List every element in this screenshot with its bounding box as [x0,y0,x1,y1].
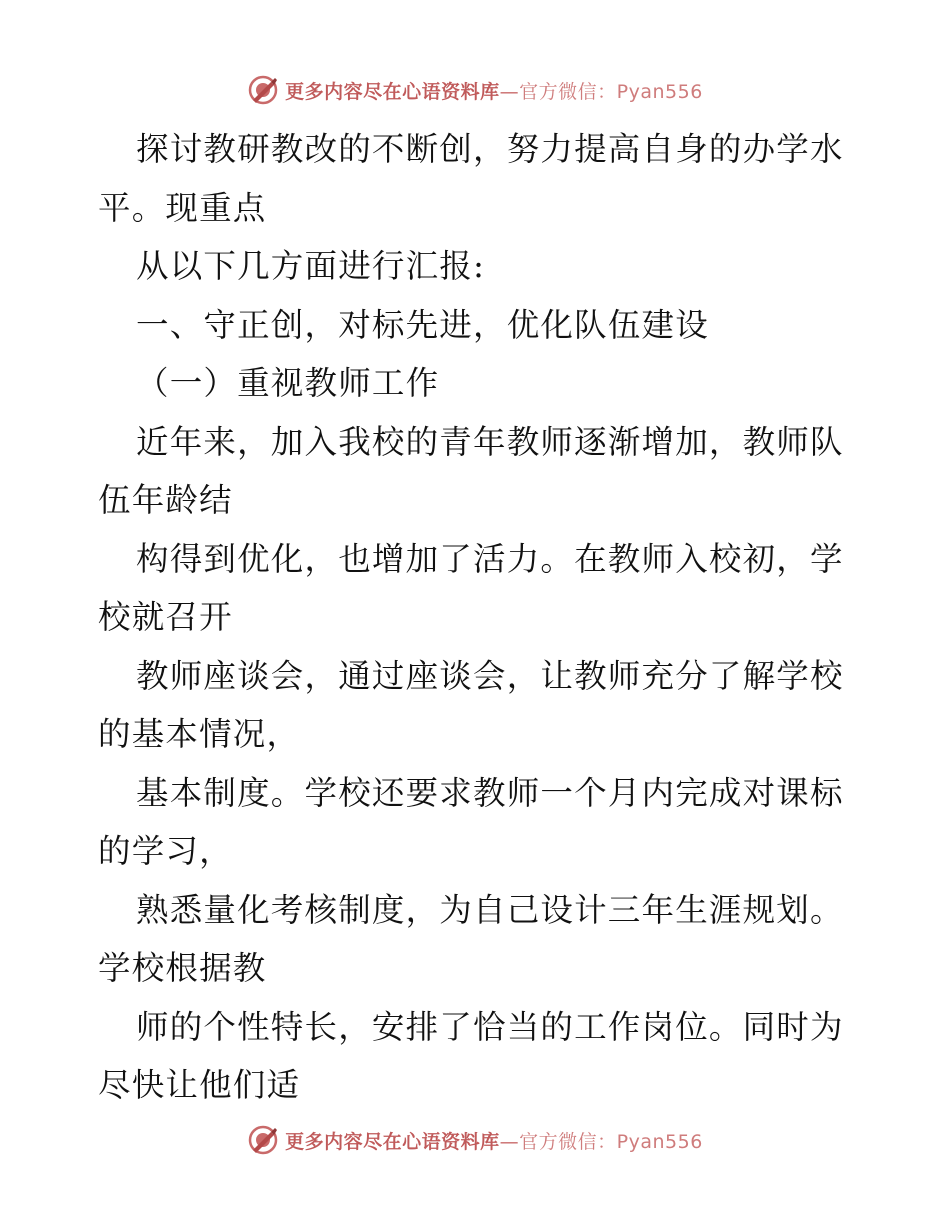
body-line: 基本制度。学校还要求教师一个月内完成对课标 [136,773,844,812]
body-line: 师的个性特长，安排了恰当的工作岗位。同时为 [136,1007,844,1046]
watermark-text [285,1127,703,1154]
body-line: 平。现重点 [98,188,267,227]
body-line: 一、守正创，对标先进，优化队伍建设 [136,305,709,344]
body-line: 近年来，加入我校的青年教师逐渐增加，教师队 [136,422,844,461]
body-line: 构得到优化，也增加了活力。在教师入校初，学 [136,539,844,578]
header-watermark [0,70,950,110]
body-line: 伍年龄结 [98,481,233,519]
watermark-sub: 官方微信：Pyan556 [519,80,703,103]
watermark-separator: — [499,80,520,103]
body-line: 探讨教研教改的不断创，努力提高自身的办学水 [136,130,844,168]
body-line: （一）重视教师工作 [136,364,440,402]
body-line: 尽快让他们适 [98,1066,301,1104]
watermark-main: 更多内容尽在心语资料库 [285,1130,500,1153]
pen-seal-icon [247,74,279,106]
body-line: 教师座谈会，通过座谈会，让教师充分了解学校 [136,656,844,695]
watermark-sub: 官方微信：Pyan556 [519,1130,703,1153]
footer-watermark [0,1120,950,1160]
body-line: 熟悉量化考核制度，为自己设计三年生涯规划。 [136,890,844,929]
body-line: 学校根据教 [98,949,267,987]
body-line: 的基本情况， [98,715,301,753]
document-body [98,120,858,1115]
watermark-text [285,77,703,104]
pen-seal-icon [247,1124,279,1156]
body-line: 从以下几方面进行汇报: [136,247,486,285]
body-line: 的学习， [98,832,233,870]
watermark-separator: — [499,1130,520,1153]
body-line: 校就召开 [98,598,233,636]
watermark-main: 更多内容尽在心语资料库 [285,80,500,103]
